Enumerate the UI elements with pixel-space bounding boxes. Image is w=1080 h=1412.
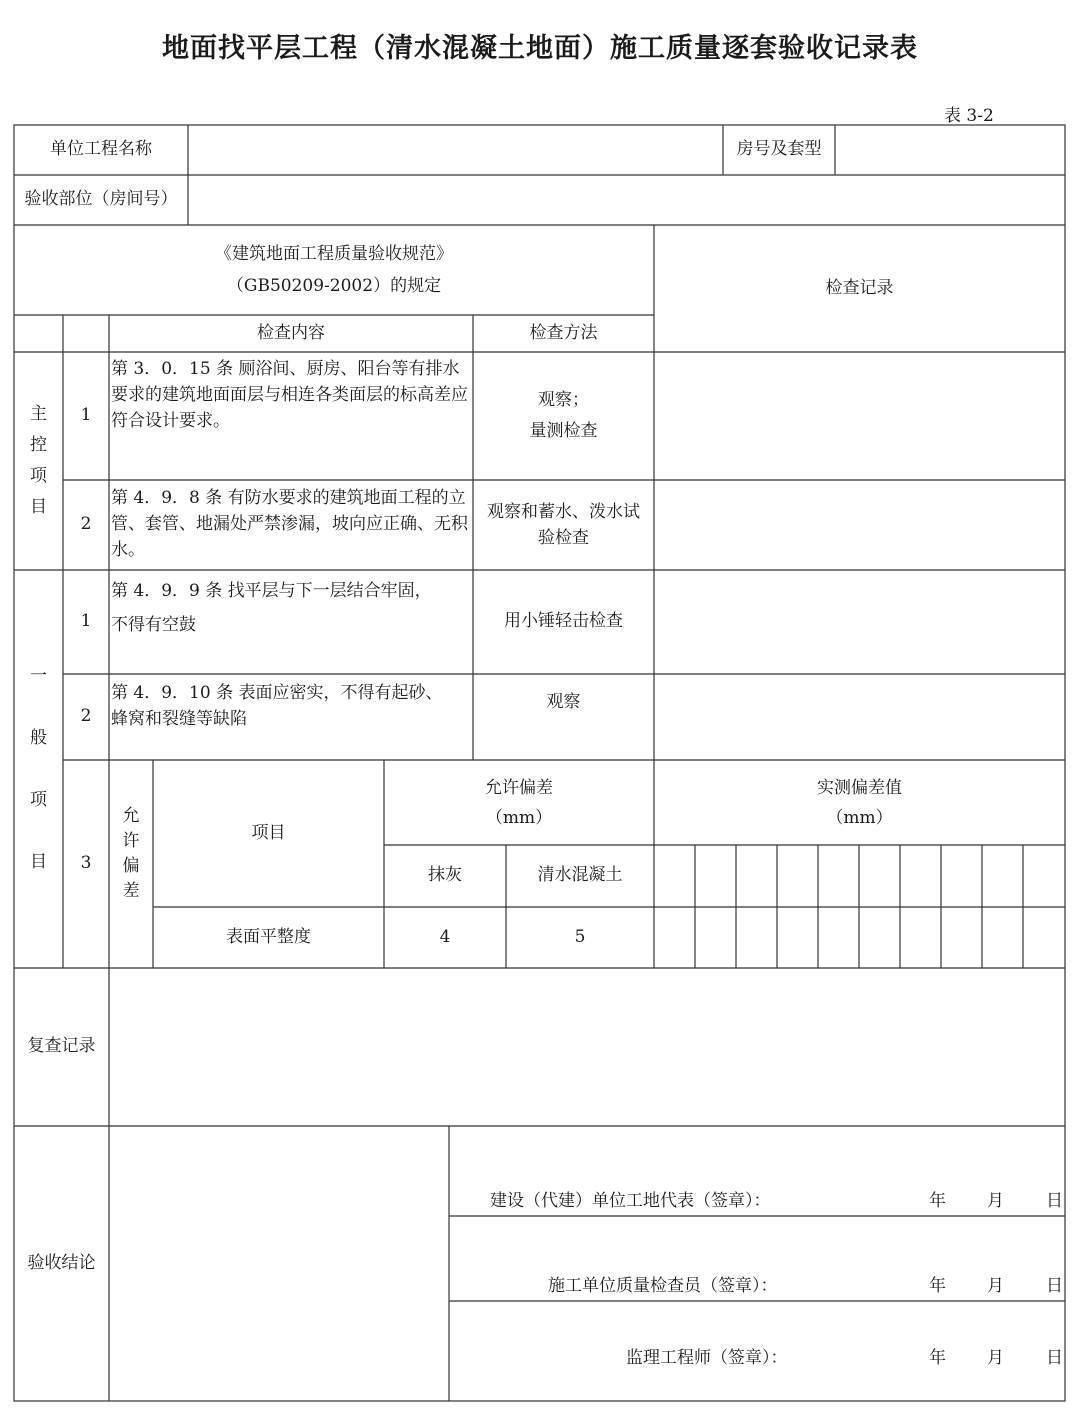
supervisor-day: 日 [1046, 1348, 1063, 1368]
surface-flatness-label: 表面平整度 [226, 926, 311, 947]
general-item-2-method: 观察 [546, 692, 581, 713]
general-items-label: 一 般 项 目 [30, 666, 47, 872]
surface-flatness-plaster: 4 [439, 926, 451, 947]
supervisor-month: 月 [987, 1348, 1004, 1368]
surface-flatness-concrete: 5 [574, 926, 586, 947]
main-item-2-no: 2 [80, 514, 92, 535]
main-item-1-record[interactable] [654, 352, 1065, 480]
general-item-2-record[interactable] [654, 674, 1065, 760]
room-type-field[interactable] [835, 125, 1065, 175]
location-label: 验收部位（房间号） [24, 189, 178, 210]
check-method-header: 检查方法 [529, 322, 598, 343]
measured-deviation-header: 实测偏差值 （mm） [817, 777, 902, 828]
conclusion-label: 验收结论 [27, 1252, 96, 1273]
general-item-1-record[interactable] [654, 570, 1065, 674]
allowed-deviation-header: 允许偏差 （mm） [485, 777, 553, 828]
main-item-1-content: 第 3．0．15 条 厕浴间、厨房、阳台等有排水要求的建筑地面面层与相连各类面层的标高差应符合设计要求。 [111, 359, 468, 431]
general-item-1-method: 用小锤轻击检查 [504, 611, 623, 632]
col-plaster: 抹灰 [428, 865, 462, 886]
tolerance-item-header: 项目 [251, 822, 286, 843]
check-content-header: 检查内容 [257, 322, 325, 343]
general-item-1-no: 1 [80, 611, 92, 632]
room-type-label: 房号及套型 [736, 139, 822, 160]
unit-project-label: 单位工程名称 [50, 139, 152, 160]
main-items-label: 主 控 项 目 [30, 404, 47, 517]
supervisor-year: 年 [929, 1348, 946, 1368]
col-fair-faced-concrete: 清水混凝土 [537, 865, 623, 886]
contractor-qc-month: 月 [987, 1276, 1004, 1296]
page-title: 地面找平层工程（清水混凝土地面）施工质量逐套验收记录表 [162, 33, 918, 64]
location-field[interactable] [188, 175, 1065, 225]
main-item-2-content: 第 4．9．8 条 有防水要求的建筑地面工程的立管、套管、地漏处严禁渗漏，坡向应正确、无积水。 [111, 488, 468, 560]
owner-rep-signature-label: 建设（代建）单位工地代表（签章）： [490, 1191, 771, 1211]
tolerance-side-label: 允 许 偏 差 [122, 806, 140, 901]
general-item-2-no: 2 [80, 706, 92, 727]
main-item-2-method: 观察和蓄水、泼水试 验检查 [487, 502, 640, 548]
owner-rep-year: 年 [929, 1191, 946, 1211]
owner-rep-month: 月 [987, 1191, 1004, 1211]
table-number: 表 3-2 [944, 106, 994, 126]
recheck-label: 复查记录 [27, 1036, 96, 1057]
supervisor-signature-label: 监理工程师（签章）： [626, 1348, 788, 1368]
main-item-1-no: 1 [80, 405, 92, 426]
general-item-3-no: 3 [80, 853, 92, 874]
check-record-header: 检查记录 [825, 277, 894, 298]
contractor-qc-day: 日 [1046, 1276, 1063, 1296]
contractor-qc-year: 年 [929, 1276, 946, 1296]
main-item-2-record[interactable] [654, 480, 1065, 570]
general-item-1-content: 第 4．9．9 条 找平层与下一层结合牢固， 不得有空鼓 [111, 581, 432, 635]
owner-rep-day: 日 [1046, 1191, 1063, 1211]
main-item-1-method: 观察； 量测检查 [529, 390, 598, 441]
spec-line-1: 《建筑地面工程质量验收规范》 [215, 244, 453, 264]
general-item-2-content: 第 4．9．10 条 表面应密实，不得有起砂、 蜂窝和裂缝等缺陷 [111, 683, 443, 729]
unit-project-field[interactable] [188, 125, 723, 175]
spec-line-2: （GB50209-2002）的规定 [226, 276, 442, 296]
spec-reference [14, 225, 654, 315]
recheck-field[interactable] [109, 968, 1065, 1126]
conclusion-field[interactable] [109, 1126, 449, 1401]
contractor-qc-signature-label: 施工单位质量检查员（签章）： [548, 1276, 778, 1296]
